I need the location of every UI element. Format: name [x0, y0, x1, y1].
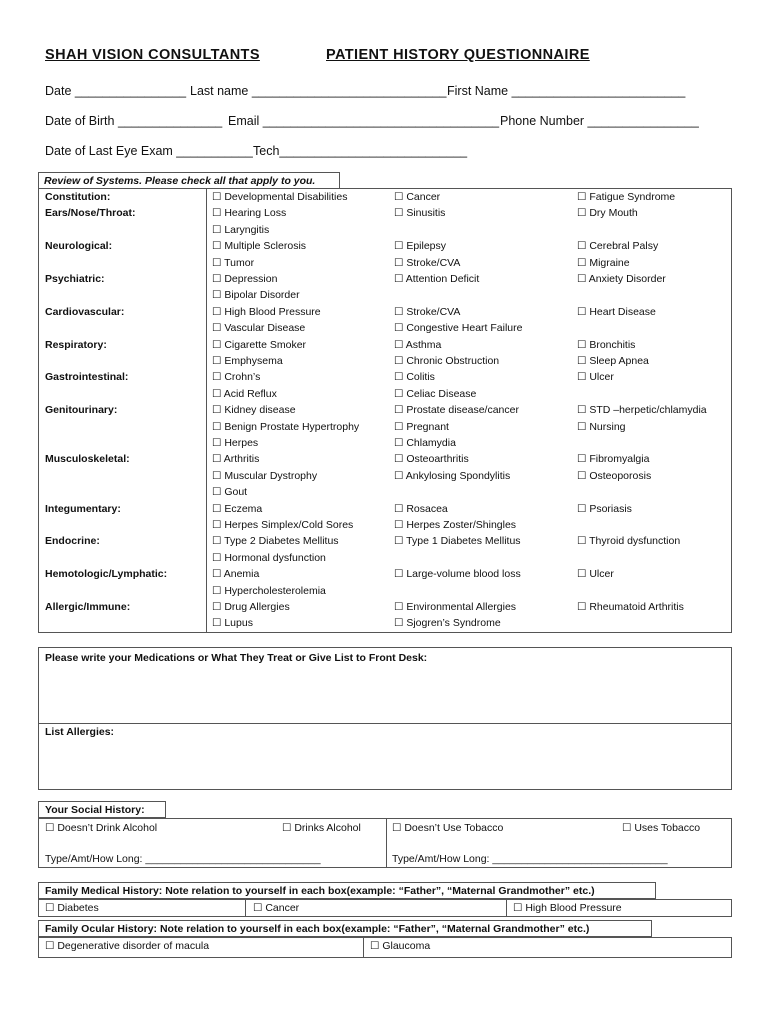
- allergies-input[interactable]: [39, 740, 731, 788]
- ros-row: [39, 583, 731, 599]
- ros-system-label: Neurological:: [45, 240, 113, 253]
- ros-checkbox-col3[interactable]: ☐ Heart Disease: [577, 305, 656, 318]
- ros-row: [39, 566, 731, 582]
- ros-checkbox-col1[interactable]: ☐ Hearing Loss: [212, 207, 287, 220]
- ocular-divider: [363, 938, 364, 957]
- tech-field[interactable]: Tech___________________________: [253, 144, 468, 158]
- ros-checkbox-col1[interactable]: ☐ Tumor: [212, 256, 255, 269]
- ros-row: [39, 533, 731, 549]
- ros-row: [39, 189, 731, 205]
- email-field[interactable]: Email __________________________________: [228, 114, 500, 128]
- ros-checkbox-col2[interactable]: ☐ Ankylosing Spondylitis: [394, 469, 511, 482]
- family-diabetes-checkbox[interactable]: ☐ Diabetes: [45, 902, 99, 914]
- ros-checkbox-col2[interactable]: ☐ Cancer: [394, 191, 441, 203]
- ros-heading: Review of Systems. Please check all that apply to you.: [38, 172, 340, 188]
- family-macula-checkbox[interactable]: ☐ Degenerative disorder of macula: [45, 940, 210, 952]
- ros-checkbox-col2[interactable]: ☐ Sjogren’s Syndrome: [394, 617, 501, 630]
- ros-checkbox-col3[interactable]: ☐ STD –herpetic/chlamydia: [577, 404, 707, 417]
- ros-checkbox-col1[interactable]: ☐ Depression: [212, 273, 278, 285]
- family-glaucoma-checkbox[interactable]: ☐ Glaucoma: [370, 940, 431, 952]
- ros-checkbox-col1[interactable]: ☐ Drug Allergies: [212, 601, 290, 613]
- ros-system-label: Genitourinary:: [45, 404, 118, 417]
- review-of-systems-table: [38, 188, 732, 633]
- ros-checkbox-col3[interactable]: ☐ Sleep Apnea: [577, 355, 649, 367]
- ros-row: [39, 451, 731, 467]
- ros-checkbox-col1[interactable]: ☐ Crohn’s: [212, 371, 261, 384]
- ros-checkbox-col2[interactable]: ☐ Congestive Heart Failure: [394, 322, 523, 335]
- date-field[interactable]: Date ________________: [45, 84, 187, 98]
- no-alcohol-checkbox[interactable]: ☐ Doesn’t Drink Alcohol: [45, 822, 158, 834]
- ros-checkbox-col1[interactable]: ☐ Hormonal dysfunction: [212, 551, 326, 564]
- ros-checkbox-col2[interactable]: ☐ Celiac Disease: [394, 387, 477, 400]
- ros-checkbox-col2[interactable]: ☐ Colitis: [394, 371, 435, 384]
- ros-checkbox-col2[interactable]: ☐ Stroke/CVA: [394, 305, 461, 318]
- ros-checkbox-col2[interactable]: ☐ Large-volume blood loss: [394, 568, 521, 581]
- dob-field[interactable]: Date of Birth _______________: [45, 114, 223, 128]
- ros-checkbox-col2[interactable]: ☐ Chronic Obstruction: [394, 355, 500, 367]
- ros-checkbox-col1[interactable]: ☐ Hypercholesterolemia: [212, 584, 326, 597]
- ros-system-label: Gastrointestinal:: [45, 371, 129, 384]
- allergies-label: List Allergies:: [45, 726, 115, 738]
- ros-checkbox-col2[interactable]: ☐ Environmental Allergies: [394, 601, 517, 613]
- ros-row: [39, 615, 731, 631]
- ros-checkbox-col3[interactable]: ☐ Ulcer: [577, 568, 614, 581]
- ros-row: [39, 550, 731, 566]
- medications-divider: [39, 723, 731, 724]
- ros-system-label: Cardiovascular:: [45, 305, 125, 318]
- phone-field[interactable]: Phone Number ________________: [500, 114, 699, 128]
- last-exam-field[interactable]: Date of Last Eye Exam ___________: [45, 144, 253, 158]
- ros-checkbox-col1[interactable]: ☐ Anemia: [212, 568, 260, 581]
- ros-row: [39, 222, 731, 238]
- ros-system-label: Ears/Nose/Throat:: [45, 207, 136, 220]
- family-ocular-tab: [38, 920, 652, 937]
- no-tobacco-checkbox[interactable]: ☐ Doesn’t Use Tobacco: [392, 822, 504, 834]
- ros-checkbox-col3[interactable]: ☐ Thyroid dysfunction: [577, 535, 681, 548]
- ros-system-label: Endocrine:: [45, 535, 100, 548]
- family-ocular-heading: Family Ocular History: Note relation to yourself in each box(example: “Father”, “Maternal Grandmother” etc.): [45, 923, 590, 935]
- ros-checkbox-col2[interactable]: ☐ Rosacea: [394, 502, 448, 515]
- ros-checkbox-col1[interactable]: ☐ Developmental Disabilities: [212, 191, 348, 203]
- first-name-field[interactable]: First Name _________________________: [447, 84, 686, 98]
- ros-system-label: Hemotologic/Lymphatic:: [45, 568, 168, 581]
- ros-system-label: Allergic/Immune:: [45, 601, 131, 613]
- medications-section: [38, 647, 732, 790]
- ros-checkbox-col3[interactable]: ☐ Dry Mouth: [577, 207, 638, 220]
- social-history-box: [38, 818, 732, 868]
- ros-checkbox-col1[interactable]: ☐ Herpes Simplex/Cold Sores: [212, 519, 354, 531]
- medications-input[interactable]: [39, 660, 731, 722]
- ros-row: [39, 287, 731, 303]
- ros-checkbox-col3[interactable]: ☐ Bronchitis: [577, 338, 636, 351]
- ros-checkbox-col1[interactable]: ☐ Laryngitis: [212, 223, 270, 236]
- ros-row: [39, 353, 731, 369]
- ros-system-label: Musculoskeletal:: [45, 453, 130, 466]
- ros-checkbox-col2[interactable]: ☐ Asthma: [394, 338, 442, 351]
- ros-checkbox-col1[interactable]: ☐ Arthritis: [212, 453, 260, 466]
- ros-checkbox-col2[interactable]: ☐ Pregnant: [394, 420, 449, 433]
- company-name: SHAH VISION CONSULTANTS: [45, 47, 260, 63]
- ros-row: [39, 205, 731, 221]
- ros-checkbox-col3[interactable]: ☐ Osteoporosis: [577, 469, 652, 482]
- last-name-field[interactable]: Last name ____________________________: [190, 84, 447, 98]
- ros-checkbox-col3[interactable]: ☐ Rheumatoid Arthritis: [577, 601, 684, 613]
- family-medical-box: [38, 899, 732, 917]
- ros-row: [39, 419, 731, 435]
- ros-checkbox-col2[interactable]: ☐ Herpes Zoster/Shingles: [394, 519, 517, 531]
- uses-tobacco-checkbox[interactable]: ☐ Uses Tobacco: [622, 822, 701, 834]
- ros-checkbox-col3[interactable]: ☐ Anxiety Disorder: [577, 273, 666, 285]
- ros-system-label: Constitution:: [45, 191, 111, 203]
- ros-checkbox-col3[interactable]: ☐ Migraine: [577, 256, 630, 269]
- family-ocular-box: [38, 937, 732, 958]
- family-cancer-checkbox[interactable]: ☐ Cancer: [253, 902, 300, 914]
- ros-row: [39, 435, 731, 451]
- ros-checkbox-col3[interactable]: ☐ Nursing: [577, 420, 626, 433]
- ros-checkbox-col1[interactable]: ☐ High Blood Pressure: [212, 305, 321, 318]
- ros-checkbox-col2[interactable]: ☐ Osteoarthritis: [394, 453, 469, 466]
- family-divider-2: [506, 900, 507, 916]
- social-history-tab: [38, 801, 166, 818]
- ros-checkbox-col2[interactable]: ☐ Type 1 Diabetes Mellitus: [394, 535, 521, 548]
- ros-row: [39, 238, 731, 254]
- ros-checkbox-col2[interactable]: ☐ Stroke/CVA: [394, 256, 461, 269]
- family-hbp-checkbox[interactable]: ☐ High Blood Pressure: [513, 902, 622, 914]
- ros-checkbox-col3[interactable]: ☐ Fibromyalgia: [577, 453, 650, 466]
- ros-checkbox-col1[interactable]: ☐ Multiple Sclerosis: [212, 240, 307, 253]
- ros-checkbox-col1[interactable]: ☐ Eczema: [212, 502, 263, 515]
- ros-checkbox-col1[interactable]: ☐ Muscular Dystrophy: [212, 469, 318, 482]
- ros-checkbox-col1[interactable]: ☐ Emphysema: [212, 355, 283, 367]
- ros-checkbox-col1[interactable]: ☐ Gout: [212, 486, 248, 499]
- family-divider-1: [245, 900, 246, 916]
- family-medical-tab: [38, 882, 656, 899]
- ros-row: [39, 320, 731, 336]
- ros-system-label: Psychiatric:: [45, 273, 105, 285]
- ros-checkbox-col1[interactable]: ☐ Vascular Disease: [212, 322, 306, 335]
- ros-checkbox-col1[interactable]: ☐ Lupus: [212, 617, 253, 630]
- social-divider: [386, 819, 387, 867]
- ros-checkbox-col3[interactable]: ☐ Fatigue Syndrome: [577, 191, 676, 203]
- form-title: PATIENT HISTORY QUESTIONNAIRE: [326, 47, 590, 63]
- ros-checkbox-col2[interactable]: ☐ Prostate disease/cancer: [394, 404, 519, 417]
- ros-row: [39, 386, 731, 402]
- ros-checkbox-col1[interactable]: ☐ Benign Prostate Hypertrophy: [212, 420, 360, 433]
- ros-system-label: Respiratory:: [45, 338, 107, 351]
- ros-checkbox-col1[interactable]: ☐ Kidney disease: [212, 404, 296, 417]
- ros-row: [39, 337, 731, 353]
- ros-row: [39, 271, 731, 287]
- ros-system-label: Integumentary:: [45, 502, 121, 515]
- tobacco-amount-field[interactable]: Type/Amt/How Long: ______________________________: [392, 853, 668, 865]
- medications-label: Please write your Medications or What They Treat or Give List to Front Desk:: [45, 652, 428, 664]
- ros-row: [39, 517, 731, 533]
- ros-row: [39, 304, 731, 320]
- ros-checkbox-col3[interactable]: ☐ Psoriasis: [577, 502, 632, 515]
- ros-row: [39, 369, 731, 385]
- family-medical-heading: Family Medical History: Note relation to yourself in each box(example: “Father”, “Maternal Grandmother” etc.): [45, 885, 595, 897]
- drinks-alcohol-checkbox[interactable]: ☐ Drinks Alcohol: [282, 822, 361, 834]
- ros-checkbox-col1[interactable]: ☐ Herpes: [212, 437, 259, 449]
- ros-checkbox-col3[interactable]: ☐ Ulcer: [577, 371, 614, 384]
- ros-row: [39, 255, 731, 271]
- alcohol-amount-field[interactable]: Type/Amt/How Long: ______________________________: [45, 853, 321, 865]
- ros-checkbox-col2[interactable]: ☐ Attention Deficit: [394, 273, 480, 285]
- social-history-heading: Your Social History:: [45, 804, 145, 816]
- ros-checkbox-col3[interactable]: ☐ Cerebral Palsy: [577, 240, 659, 253]
- ros-checkbox-col1[interactable]: ☐ Bipolar Disorder: [212, 289, 300, 302]
- ros-row: [39, 484, 731, 500]
- ros-row: [39, 402, 731, 418]
- ros-row: [39, 599, 731, 615]
- ros-checkbox-col1[interactable]: ☐ Acid Reflux: [212, 387, 277, 400]
- ros-row: [39, 501, 731, 517]
- ros-row: [39, 468, 731, 484]
- ros-checkbox-col2[interactable]: ☐ Chlamydia: [394, 437, 456, 449]
- ros-checkbox-col2[interactable]: ☐ Epilepsy: [394, 240, 447, 253]
- ros-checkbox-col1[interactable]: ☐ Type 2 Diabetes Mellitus: [212, 535, 339, 548]
- ros-checkbox-col2[interactable]: ☐ Sinusitis: [394, 207, 446, 220]
- ros-checkbox-col1[interactable]: ☐ Cigarette Smoker: [212, 338, 307, 351]
